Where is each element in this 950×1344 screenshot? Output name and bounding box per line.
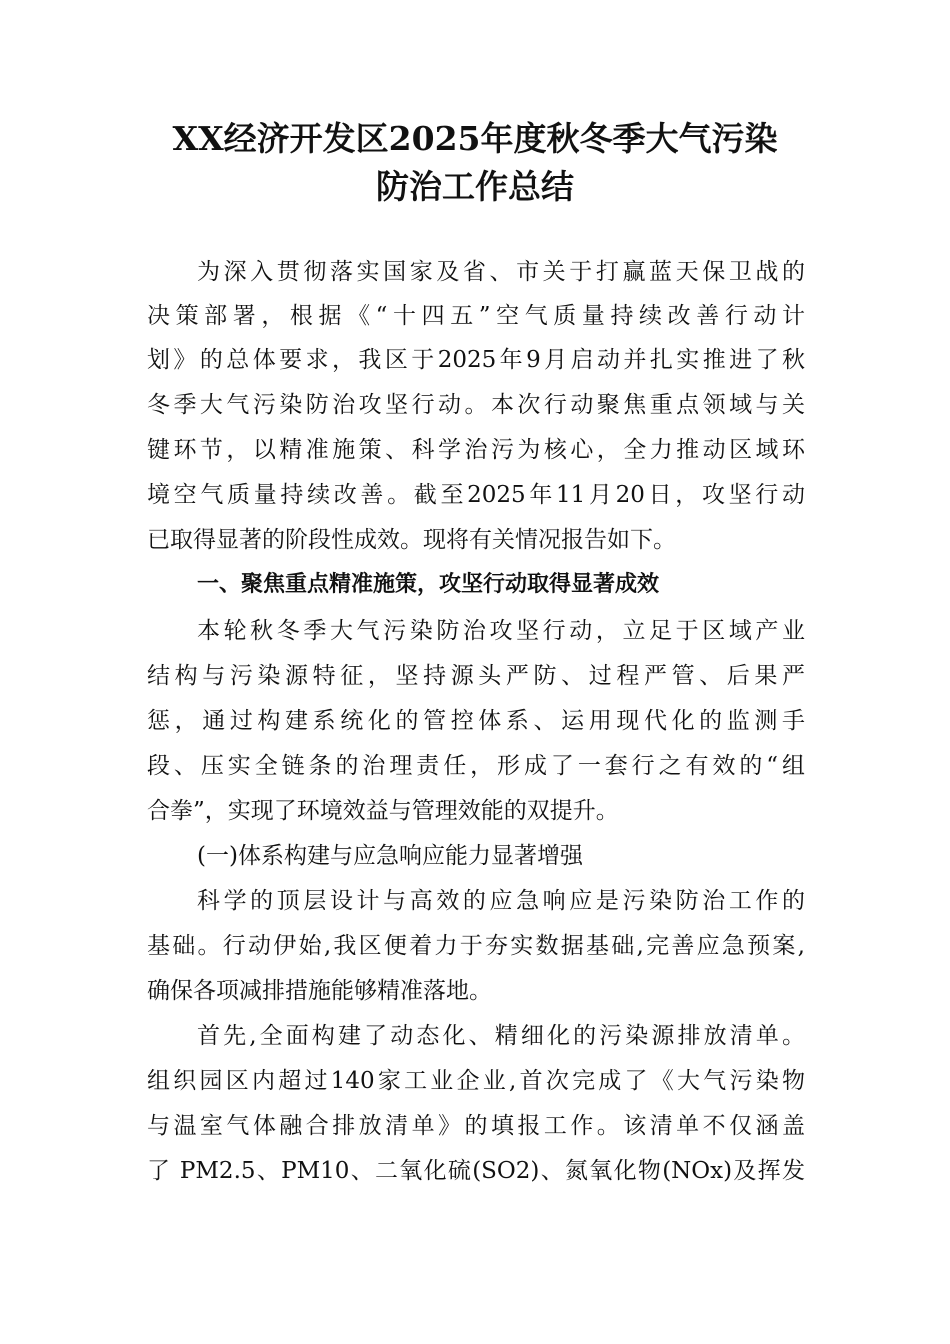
subsection-line: 确保各项减排措施能够精准落地。 <box>147 978 492 1004</box>
subsection-line: 与温室气体融合排放清单》的填报工作。该清单不仅涵盖 <box>147 1113 805 1139</box>
intro-line: 境空气质量持续改善。截至2025年11月20日，攻坚行动 <box>147 482 805 508</box>
document-title-line-2: 防治工作总结 <box>376 167 574 206</box>
subsection-line: 组织园区内超过140家工业企业,首次完成了《大气污染物 <box>147 1068 805 1094</box>
section1-line: 合拳”，实现了环境效益与管理效能的双提升。 <box>147 798 619 824</box>
section1-line: 本轮秋冬季大气污染防治攻坚行动，立足于区域产业 <box>197 618 805 644</box>
intro-line: 已取得显著的阶段性成效。现将有关情况报告如下。 <box>147 527 676 553</box>
intro-line: 划》的总体要求，我区于2025年9月启动并扎实推进了秋 <box>147 347 805 373</box>
document-title-line-1: XX经济开发区2025年度秋冬季大气污染 <box>172 119 778 158</box>
section1-line: 惩，通过构建系统化的管控体系、运用现代化的监测手 <box>147 708 805 734</box>
subsection-heading: (一)体系构建与应急响应能力显著增强 <box>197 843 583 869</box>
section1-line: 段、压实全链条的治理责任，形成了一套行之有效的“组 <box>147 753 805 779</box>
subsection-line: 基础。行动伊始,我区便着力于夯实数据基础,完善应急预案, <box>147 933 805 959</box>
intro-line: 冬季大气污染防治攻坚行动。本次行动聚焦重点领域与关 <box>147 392 805 418</box>
intro-line: 键环节，以精准施策、科学治污为核心，全力推动区域环 <box>147 437 805 463</box>
subsection-line: 了 PM2.5、PM10、二氧化硫(SO2)、氮氧化物(NOx)及挥发 <box>147 1158 805 1184</box>
section1-line: 结构与污染源特征，坚持源头严防、过程严管、后果严 <box>147 663 805 689</box>
intro-line: 为深入贯彻落实国家及省、市关于打赢蓝天保卫战的 <box>197 259 805 285</box>
subsection-line: 科学的顶层设计与高效的应急响应是污染防治工作的 <box>197 888 805 914</box>
section-heading: 一、聚焦重点精准施策，攻坚行动取得显著成效 <box>197 572 660 597</box>
intro-line: 决策部署，根据《“十四五”空气质量持续改善行动计 <box>147 303 805 329</box>
subsection-line: 首先,全面构建了动态化、精细化的污染源排放清单。 <box>197 1023 805 1049</box>
